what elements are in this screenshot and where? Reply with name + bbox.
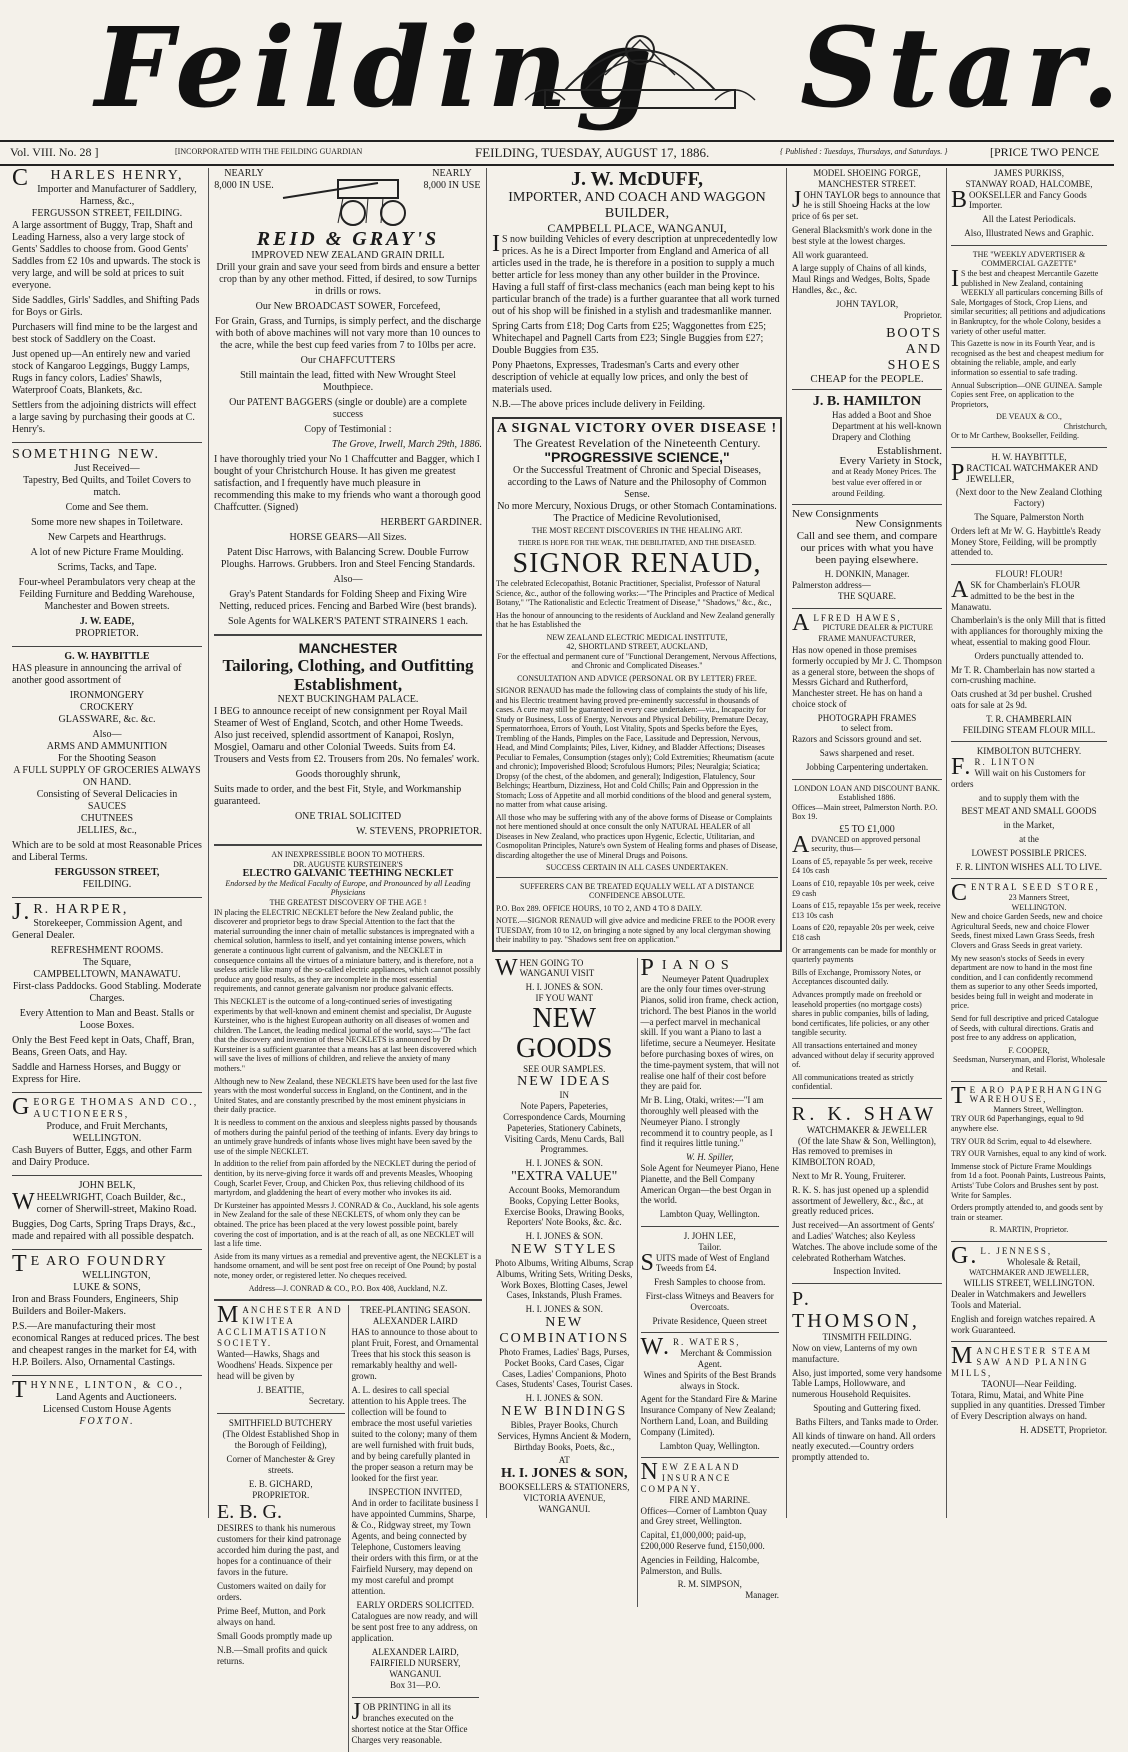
volume-number: Vol. VIII. No. 28 ] bbox=[10, 145, 99, 159]
price: [PRICE TWO PENCE bbox=[990, 145, 1100, 159]
masthead-title-right: Star. bbox=[800, 3, 1128, 132]
ad-john-lee: J. JOHN LEE, Tailor. SUITS made of West of England Tweeds from £4. Fresh Samples to choose from. First-class Witneys and Beavers for Overcoats. Private Residence, Queen street bbox=[640, 1231, 774, 1326]
ad-weekly-advertiser: THE "WEEKLY ADVERTISER & COMMERCIAL GAZETTE" IS the best and cheapest Mercantile Gazette published in New Zealand, containing WEEKLY all particulars concerning Bills of Sale, Mortgages of Stock, Crop Liens, and similar securities; all petitions and adjudications in Bankruptcy, for the whole Colony, besides a variety of other useful matter. This Gazette is now in its Fourth Year, and is recognised as the best and cheapest medium for obtaining the reliable, ample, and early information so essential to safe trading. Annual Subscription—ONE GUINEA. Sample Copies sent Free, on application to the Proprietors, DE VEAUX & CO., Christchurch, Or to Mr Carthew, Bookseller, Feilding. bbox=[951, 249, 1107, 441]
ad-john-belk: JOHN BELK, WHEELWRIGHT, Coach Builder, &c., corner of Sherwill-street, Makino Road. Buggies, Dog Carts, Spring Traps Drays, &c., made and repaired with all possible despatch. bbox=[12, 1180, 197, 1242]
ad-london-loan-bank: LONDON LOAN AND DISCOUNT BANK. Established 1886. Offices—Main street, Palmerston North. P.O. Box 19. £5 TO £1,000 ADVANCED on approved personal security, thus— Loans of £5, repayable 5s per week, receive £4 10s cash Loans of £10, repayable 10s per week, ceive £9 cash Loans of £15, repayable 15s per week, receive £13 10s cash Loans of £20, repayable 20s per week, ceive £18 cash Or arrangements can be made for monthly or quarterly payments Bills of Exchange, Promissory Notes, or Acceptances discounted daily. Advances promptly made on freehold or leasehold properties (no mortgage costs) shares in public companies, bills of lading, bond certificates, life policies, or any other tangible security. All transactions entertained and money advanced without delay if security approved of. All communications treated as strictly confidential. bbox=[792, 783, 941, 1092]
ad-model-shoeing-forge: MODEL SHOEING FORGE, MANCHESTER STREET. JOHN TAYLOR begs to announce that he is still Shoeing Hacks at the low price of 6s per set. General Blacksmith's work done in the best style at the lowest charges. All work guaranteed. A large supply of Chains of all kinds, Maul Rings and Wedges, Bolts, Spade Handles, &c., &c. JOHN TAYLOR, Proprietor. bbox=[792, 168, 942, 320]
ad-tree-planting: TREE-PLANTING SEASON. ALEXANDER LAIRD HAS to announce to those about to plant Fruit, Forest, and Ornamental Trees that his stock this season is remarkably healthy and well-grown. A. L. desires to call special attention to his Apple trees. The collection will be found to embrace the most useful varieties suited to the colony; many of them are well furnished with fruit buds, and by being carefully planted in the proper season a return may be looked for the first year. INSPECTION INVITED, And in order to facilitate business I have appointed Cummins, Sharpe, & Co., Ridgway street, my Town Agents, and being connected by Telephone, Customers leaving their orders with this firm, or at the Fairfield Nursery, may depend on my most careful and prompt attention. EARLY ORDERS SOLICITED. Catalogues are now ready, and will be sent post free to any address, on application. ALEXANDER LAIRD, FAIRFIELD NURSERY, WANGANUI. Box 31—P.O. bbox=[351, 1305, 479, 1691]
ad-george-thomas: GEORGE THOMAS AND CO., AUCTIONEERS, Produce, and Fruit Merchants, WELLINGTON. Cash Buyers of Butter, Eggs, and other Farm and Dairy Produce. bbox=[12, 1094, 199, 1168]
ad-harper: J.R. HARPER, Storekeeper, Commission Agent, and General Dealer. REFRESHMENT ROOMS. The Square, CAMPBELLTOWN, MANAWATU. First-class Paddocks. Good Stabling. Moderate Charges. Every Attention to Man and Beast. Stalls or Loose Boxes. Only the Best Feed kept in Oats, Chaff, Bran, Beans, Green Oats, and Hay. Saddle and Harness Horses, and Buggy or Express for Hire. bbox=[12, 899, 202, 1085]
grain-drill-illustration-icon bbox=[278, 168, 418, 228]
ad-james-purkiss: JAMES PURKISS, STANWAY ROAD, HALCOMBE, BOOKSELLER and Fancy Goods Importer. All the Latest Periodicals. Also, Illustrated News and Graphic. bbox=[951, 168, 1094, 238]
column-5 bbox=[946, 168, 1111, 1518]
ad-chamberlain-flour: FLOUR! FLOUR! ASK for Chamberlain's FLOUR admitted to be the best in the Manawatu. Chamberlain's is the only Mill that is fitted with appliances for thoroughly mixing the wheat, essential to making good Flour. Orders punctually attended to. Mr T. R. Chamberlain has now started a corn-crushing machine. Oats crushed at 3d per bushel. Crushed oats for sale at 2s 9d. T. R. CHAMBERLAIN FEILDING STEAM FLOUR MILL. bbox=[951, 569, 1106, 735]
incorporated-note: [INCORPORATED WITH THE FEILDING GUARDIAN bbox=[175, 147, 363, 156]
ad-alfred-hawes: ALFRED HAWES, PICTURE DEALER & PICTURE FRAME MANUFACTURER, Has now opened in those premises formerly occupied by Mr J. C. Thompson as a general store, between the shops of Messrs Gichard and Rutherford, Manchester street. He has on hand a choice stock of PHOTOGRAPH FRAMES to select from. Razors and Scissors ground and set. Saws sharpened and reset. Jobbing Carpentering undertaken. bbox=[792, 609, 942, 772]
column-4 bbox=[786, 168, 947, 1518]
place-date: FEILDING, TUESDAY, AUGUST 17, 1886. bbox=[475, 145, 710, 160]
ad-charles-henry: CHARLES HENRY, Importer and Manufacturer of Saddlery, Harness, &c., FERGUSSON STREET, FEILDING. A large assortment of Buggy, Trap, Shaft and Leading Harness, also a very large stock of Gents' Saddles to choose from. Good Gents' Saddles from £2 10s and upwards. The stock is very large, and will be sold at prices to suit everyone. Side Saddles, Girls' Saddles, and Shifting Pads for Boys or Girls. Purchasers will find mine to be the largest and best stock of Saddlery on the Coast. Just opened up—An entirely new and varied stock of Kangaroo Leggings, Buggy Lamps, Rugs in fancy colors, Ladies' Shawls, Waterproof Coats, Blankets, &c. Settlers from the adjoining districts will effect a large saving by purchasing their goods at C. Henry's. bbox=[12, 165, 201, 435]
ad-acclimatisation: MANCHESTER AND KIWITEA ACCLIMATISATION SOCIETY. Wanted—Hawks, Shags and Woodhens' Heads. Sixpence per head will be given by J. BEATTIE, Secretary. bbox=[217, 1302, 345, 1407]
publication-days: { Published : Tuesdays, Thursdays, and Saturdays. } bbox=[780, 147, 948, 156]
ad-te-aro-foundry: TE ARO FOUNDRY WELLINGTON, LUKE & SONS, Iron and Brass Founders, Engineers, Ship Builders and Boiler-Makers. P.S.—Are manufacturing their most economical Ranges at reduced prices. The best and cheapest ranges in the market for £4, with H.P. Boilers. Also, Ornamental Castings. bbox=[12, 1251, 200, 1368]
masthead bbox=[0, 0, 1128, 140]
masthead-title-left: Feilding bbox=[95, 3, 661, 132]
ad-signor-renaud: A SIGNAL VICTORY OVER DISEASE ! The Greatest Revelation of the Nineteenth Century. "PROGRESSIVE SCIENCE," Or the Successful Treatment of Chronic and Special Diseases, according to the Laws of Nature and the Philosophy of Common Sense. No more Mercury, Noxious Drugs, or other Stomach Contaminations. The Practice of Medicine Revolutionised, THE MOST RECENT DISCOVERIES IN THE HEALING ART. THERE IS HOPE FOR THE WEAK, THE DEBILITATED, AND THE DISEASED. SIGNOR RENAUD, The celebrated Eclecopathist, Botanic Practitioner, Specialist, Professor of Natural Science, &c., author of the following works:—"The Principles and Practice of Medical Botany," "The Rationalistic and Eclectic Treatment of Disease," "Shadows," &c., &c., Has the honour of announcing to the residents of Auckland and New Zealand generally that he has Established the NEW ZEALAND ELECTRIC MEDICAL INSTITUTE, 42, SHORTLAND STREET, AUCKLAND, For the effectual and permanent cure of "Functional Derangement, Nervous Affections, and Chronic and Complicated Diseases." CONSULTATION AND ADVICE (PERSONAL OR BY LETTER) FREE. SIGNOR RENAUD has made the following class of complaints the study of his life, and his Electric treatment having proved pre-eminently successful in thousands of cases. A cure may still be guaranteed in every case undertaken:—viz., Incapacity for Study or Business, Loss of Energy, Nervous and Physical Debility, Premature Decay, Spermatorrhoea, Errors of Youth, Lost Vitality, Spots and Specks before the Eyes, Trembling of the Hands, Pimples on the Face, Lassitude and Depression, Nervous, Head, and Mind Complaints; Piles, Liver, Kidney, and Bladder Affections; Diseases Peculiar to Females, Consumption (stages only); Cold Extremities; Rheumatism (acute and chronic); Impoverished Blood; Scrofulous Humors; Piles; Neuralgia; Sciatica; Dropsy (of the chest, of the abdomen, and general); Indigestion, Flatulency, Sour Belchings; Heartburn, Dizziness, Hot and Cold Chills; Pain and Oppression in the Stomach; Loss of Appetite and all morbid conditions of the blood and general system, no matter from what cause arising. All those who may be suffering with any of the above forms of Disease or Complaints not here mentioned should at once consult the only NATURAL HEALER of all Diseases in New Zealand, who practices upon Hygenic, Eclectic, Utilitarian, and Cosmopolitan Principles, Nature's own System of Healing forms and phases of Disease, discarding altogether the use of Mineral Drugs and Poisons. SUCCESS CERTAIN IN ALL CASES UNDERTAKEN. SUFFERERS CAN BE TREATED EQUALLY WELL AT A DISTANCE CONFIDENCE ABSOLUTE. P.O. Box 289. OFFICE HOURS, 10 TO 2, AND 4 TO 8 DAILY. NOTE.—SIGNOR RENAUD will give advice and medicine FREE to the POOR every TUESDAY, from 10 to 12, on bringing a note signed by any local clergyman showing their inability to pay. "Shadows sent free on application." bbox=[492, 417, 782, 952]
ad-haybittle: G. W. HAYBITTLE HAS pleasure in announcing the arrival of another good assortment of IRONMONGERY CROCKERY GLASSWARE, &c. &c. Also— ARMS AND AMMUNITION For the Shooting Season A FULL SUPPLY OF GROCERIES ALWAYS ON HAND. Consisting of Several Delicacies in SAUCES CHUTNEES JELLIES, &c., Which are to be sold at most Reasonable Prices and Liberal Terms. FERGUSSON STREET, FEILDING. bbox=[12, 651, 202, 890]
ad-jenness: G.L. JENNESS, Wholesale & Retail, WATCHMAKER AND JEWELLER, WILLIS STREET, WELLINGTON. Dealer in Watchmakers and Jewellers Tools and Material. English and foreign watches repaired. A work Guaranteed. bbox=[951, 1242, 1095, 1335]
ad-pianos: PIANOS Neumeyer Patent Quadruplex are the only four times over-strung Pianos, solid iron frame, check action, trichord. The best Pianos in the world—a perfect marvel in mechanical skill. If you want a Piano to last a lifetime, secure a Neumeyer. Hesitate before purchasing boxes of wires, on the time-payment system, that will not realise one half of their cost before they are paid for. Mr B. Ling, Otaki, writes:—"I am thoroughly well pleased with the Neumeyer Piano. I strongly recommend it to country people, as I find it requires little tuning." W. H. Spiller, Sole Agent for Neumeyer Piano, Hene Pianette, and the Bell Company American Organ—the best Organ in the world. Lambton Quay, Wellington. bbox=[640, 954, 779, 1220]
ad-smithfield-butchery: SMITHFIELD BUTCHERY (The Oldest Established Shop in the Borough of Feilding), Corner of Manchester & Grey streets. E. B. GICHARD, PROPRIETOR. E. B. G. DESIRES to thank his numerous customers for their kind patronage accorded him during the past, and hopes for a continuance of their favors in the future. Customers waited on daily for orders. Prime Beef, Mutton, and Pork always on hand. Small Goods promptly made up N.B.—Small profits and quick returns. bbox=[217, 1418, 341, 1667]
ad-hi-jones: WHEN GOING TO WANGANUI VISIT H. I. JONES & SON. IF YOU WANT NEW GOODS SEE OUR SAMPLES. NEW IDEAS IN Note Papers, Papeteries, Correspondence Cards, Mourning Papeteries, Stationery Cabinets, Visiting Cards, Menu Cards, Ball Programmes. H. I. JONES & SON. "EXTRA VALUE" Account Books, Memorandum Books, Copying Letter Books, Exercise Books, Drawing Books, Reporters' Note Books, &c. &c. H. I. JONES & SON. NEW STYLES Photo Albums, Writing Albums, Scrap Albums, Writing Sets, Writing Desks, Work Boxes, Blotting Cases, Jewel Cases, Inkstands, Plush Frames. H. I. JONES & SON. NEW COMBINATIONS Photo Frames, Ladies' Bags, Purses, Pocket Books, Card Cases, Cigar Cases, Ladies' Companions, Photo Cases, Students' Cases, Tourist Cases. H. I. JONES & SON. NEW BINDINGS Bibles, Prayer Books, Church Services, Hymns Ancient & Modern, Birthday Books, Poets, &c., AT H. I. JONES & SON, BOOKSELLERS & STATIONERS, VICTORIA AVENUE, WANGANUI. bbox=[495, 954, 634, 1514]
ad-rk-shaw: R. K. SHAW WATCHMAKER & JEWELLER (Of the late Shaw & Son, Wellington), Has removed to premises in KIMBOLTON ROAD, Next to Mr R. Young, Fruiterer. R. K. S. has just opened up a splendid assortment of Jewellery, &c., &c., at greatly reduced prices. Just received—An assortment of Gents' and Ladies' Watches; also Keyless Watches. The above include some of the celebrated Rotherham Watches. Inspection Invited. bbox=[792, 1102, 938, 1277]
ad-thynne-linton: THYNNE, LINTON, & CO., Land Agents and Auctioneers. Licensed Custom House Agents FOXTON. bbox=[12, 1377, 184, 1427]
ad-teething-necklet: AN INEXPRESSIBLE BOON TO MOTHERS. DR. AUGUSTE KURSTEINER'S ELECTRO GALVANIC TEETHING NECKLET Endorsed by the Medical Faculty of Europe, and Pronounced by all Leading Physicians THE GREATEST DISCOVERY OF THE AGE ! IN placing the ELECTRIC NECKLET before the New Zealand public, the discoverer and proprietor begs to draw Special Attention to the fact that the material surrounding the inner chain of metallic substances is impregnated with a chemical solution, harmless to itself, and yet containing intense powers, which generate a continuous light current of galvanism, and the NECKLET in consequence contains all the virtues of a miniature battery, and is therefore, not a useless article like many of the so-called electric appliances, which cannot possibly produce any good results, as they are incomplete in the most essential requirements, and cannot generate galvanism nor produce galvanic effects. This NECKLET is the outcome of a long-continued series of investigating experiments by that well-known and eminent chemist and specialist, Dr Auguste Kursteiner, who is the highest European authority on all diseases of women and children. The Lancet, the leading medical journal of the world, says:—"The fact that the discovery and invention of these NECKLETS is announced by Dr Kursteiner is a sufficient guarantee that a means has at last been discovered which will save the lives of millions of children, and relieve the anxiety of many mothers." Although new to New Zealand, these NECKLETS have been used for the last five years with the most wonderful success in England, on the Continent, and in the United States, and are constantly prescribed by the most eminent physicians in their daily practice. It is needless to comment on the anxious and sleepless nights passed by thousands of mothers during the painful period of the teething of infants. Every day brings to an untimely grave hundreds of infants whose lives might have been saved by the use of the simple NECKLET. In addition to the relief from pain afforded by the NECKLET during the period of dentition, by its nerve-giving force it wards off and prevents Measles, Whooping Cough, Scarlet Fever, Croup, and Chicken Pox, thus relieving childhood of its martyrdom, and gladdening the heart of every mother who invokes its aid. Dr Kursteiner has appointed Messrs J. CONRAD & Co., Auckland, his sole agents in New Zealand for the sale of these NECKLETS, of whom only they can be obtained. The price has been placed at the very lowest possible point, barely covering the cost of importation, and is at the reach of all, as one NECKLET will last a life time. Aside from its many virtues as a remedial and preventive agent, the NECKLET is a handsome ornament, and will be sent post free on receipt of One Pound; by postal note, money order, or registered letter. No cheques received. Address—J. CONRAD & CO., P.O. Box 408, Auckland, N.Z. bbox=[214, 850, 482, 1293]
ad-boots-shoes: BOOTS AND SHOES CHEAP for the PEOPLE. J. B. HAMILTON Has added a Boot and Shoe Department at his well-known Drapery and Clothing Establishment. Every Variety in Stock, and at Ready Money Prices. The best value ever offered in or around Feilding. New Consignments New Consignments Call and see them, and compare our prices with what you have been paying elsewhere. H. DONKIN, Manager. Palmerston address— THE SQUARE. bbox=[792, 326, 942, 601]
ad-p-thomson: P. THOMSON, TINSMITH FEILDING. Now on view, Lanterns of my own manufacture. Also, just imported, some very handsome Table Lamps, Hollowware, and numerous Household Requisites. Spouting and Guttering fixed. Baths Filters, and Tanks made to Order. All kinds of tinware on hand. All orders neatly executed.—Country orders promptly attended to. bbox=[792, 1288, 942, 1463]
ad-nz-insurance: NEW ZEALAND INSURANCE COMPANY. FIRE AND MARINE. Offices—Corner of Lambton Quay and Grey street, Wellington. Capital, £1,000,000; paid-up, £200,000 Reserve fund, £150,000. Agencies in Feilding, Halcombe, Palmerston, and Bulls. R. M. SIMPSON, Manager. bbox=[640, 1459, 779, 1601]
column-3 bbox=[486, 168, 787, 1601]
ad-hw-haybittle: H. W. HAYBITTLE, PRACTICAL WATCHMAKER AND JEWELLER, (Next door to the New Zealand Clothing Factory) The Square, Palmerston North Orders left at Mr W. G. Haybittle's Ready Money Store, Feilding, will be promptly attended to. bbox=[951, 452, 1102, 558]
ad-manchester-tailoring: MANCHESTER Tailoring, Clothing, and Outfitting Establishment, NEXT BUCKINGHAM PALACE. I BEG to announce receipt of new consignment per Royal Mail Steamer of West of England, Scotch, and other Home Tweeds. Also just received, splendid assortment of Kanapoi, Roslyn, Mosgiel, Oamaru and other Colonial Tweeds. Suits from £4. Trousers and Vests from £2. Trousers from 20s. No females' work. Goods thoroughly shrunk, Suits made to order, and the best Fit, Style, and Workmanship guaranteed. ONE TRIAL SOLICITED W. STEVENS, PROPRIETOR. bbox=[214, 640, 482, 837]
ad-job-printing: JOB PRINTING in all its branches executed on the shortest notice at the Star Office Charges very reasonable. bbox=[351, 1699, 468, 1746]
newspaper-page bbox=[8, 165, 1108, 1746]
ad-something-new: SOMETHING NEW. Just Received— Tapestry, Bed Quilts, and Toilet Covers to match. Come and See them. Some more new shapes in Toiletware. New Carpets and Hearthrugs. A lot of new Picture Frame Moulding. Scrims, Tacks, and Tape. Four-wheel Perambulators very cheap at the Feilding Furniture and Bedding Warehouse, Manchester and Bowen streets. J. W. EADE, PROPRIETOR. bbox=[12, 447, 196, 639]
ad-reid-gray: NEARLY 8,000 IN USE. NEARLY 8,000 IN USE REID & GRAY'S IMPROVED NEW ZEALAND GRAIN DRILL Drill your grain and save your seed from birds and ensure a better crop than by any other method. Fitted, if desired, to sow Turnips in drills or rows. Our New BROADCAST SOWER, Forcefeed, For Grain, Grass, and Turnips, is simply perfect, and the discharge with both of above machines will not vary more than 10 ounces to the acre, while the best cup feed varies from 7 to 10lbs per acre. Our CHAFFCUTTERS Still maintain the lead, fitted with New Wrought Steel Mouthpiece. Our PATENT BAGGERS (single or double) are a complete success Copy of Testimonial : The Grove, Irwell, March 29th, 1886. I have thoroughly tried your No 1 Chaffcutter and Bagger, which I bought of your Christchurch House. It has given me greatest satisfaction, and I frequently have much pleasure in recommending this make to my friends who want a thorough good Chaffcutter. (Signed) HERBERT GARDINER. HORSE GEARS—All Sizes. Patent Disc Harrows, with Balancing Screw. Double Furrow Ploughs. Harrows. Grubbers. Iron and Steel Fencing Standards. Also— Gray's Patent Standards for Folding Sheep and Fixing Wire Netting, reduced prices. Fencing and Barbed Wire (best brands). Sole Agents for WALKER'S PATENT STRAINERS 1 each. bbox=[214, 168, 482, 627]
ad-kimbolton-butchery: KIMBOLTON BUTCHERY. F.R. LINTON Will wait on his Customers for orders and to supply them with the BEST MEAT AND SMALL GOODS in the Market, at the LOWEST POSSIBLE PRICES. F. R. LINTON WISHES ALL TO LIVE. bbox=[951, 746, 1103, 872]
ad-mcduff: J. W. McDUFF, IMPORTER, AND COACH AND WAGGON BUILDER, CAMPBELL PLACE, WANGANUI, IS now building Vehicles of every description at unprecedentedly low prices. As he is a Direct Importer from England and America of all articles used in the trade, he is therefore in a position to supply a much better article for less money than any other builder in the Province. Having a full staff of first-class mechanics (each man being kept to his particular branch of the trade) is a further guarantee that all work turned out of his shop will be finished in a stylish and tradesmanlike manner. Spring Carts from £18; Dog Carts from £25; Waggonettes from £25; Whitechapel and Pagnell Carts from £23; Single Buggies from £27; Double Buggies from £35. Pony Phaetons, Expresses, Tradesman's Carts and every other description of vehicle at equally low prices, and only the best of materials used. N.B.—The above prices include delivery in Feilding. bbox=[492, 168, 780, 410]
column-1 bbox=[8, 165, 206, 1518]
column-2 bbox=[208, 168, 487, 1746]
dateline-bar bbox=[0, 140, 1114, 166]
ad-central-seed-store: CENTRAL SEED STORE, 23 Manners Street, WELLINGTON. New and choice Garden Seeds, new and choice Agricultural Seeds, new and choice Flower Seeds, finest mixed Lawn Grass Seeds, fresh Clovers and Grass Seeds in great variety. My new season's stocks of Seeds in every department are now to hand in the most fine condition, and I can confidently recommend them as superior to any other Seeds imported, besides being full in weight and moderate in price. Send for full descriptive and priced Catalogue of Seeds, with cultural directions. Gratis and post free to any address on application, F. COOPER, Seedsman, Nurseryman, and Florist, Wholesale and Retail. bbox=[951, 880, 1106, 1075]
crest-emblem-icon bbox=[505, 20, 775, 115]
ad-te-aro-paperhanging: TE ARO PAPERHANGING WAREHOUSE, Manners Street, Wellington. TRY OUR 6d Paperhangings, equal to 9d anywhere else. TRY OUR 8d Scrim, equal to 4d elsewhere. TRY OUR Varnishes, equal to any kind of work. Immense stock of Picture Frame Mouldings from 1d a foot. Poonah Paints, Lustreous Paints, Artists' Tube Colors and Brushes sent by post. Write for Samples. Orders promptly attended to, and goods sent by train or steamer. R. MARTIN, Proprietor. bbox=[951, 1082, 1107, 1235]
ad-manchester-saw-mills: MANCHESTER STEAM SAW AND PLANING MILLS, TAONUI—Near Feilding. Totara, Rimu, Matai, and White Pine supplied in any quantities. Dressed Timber of Every Description always on hand. H. ADSETT, Proprietor. bbox=[951, 1343, 1107, 1435]
ad-waters: W.R. WATERS, Merchant & Commission Agent. Wines and Spirits of the Best Brands always in Stock. Agent for the Standard Fire & Marine Insurance Company of New Zealand; Northern Land, Loan, and Building Company (Limited). Lambton Quay, Wellington. bbox=[640, 1334, 777, 1451]
